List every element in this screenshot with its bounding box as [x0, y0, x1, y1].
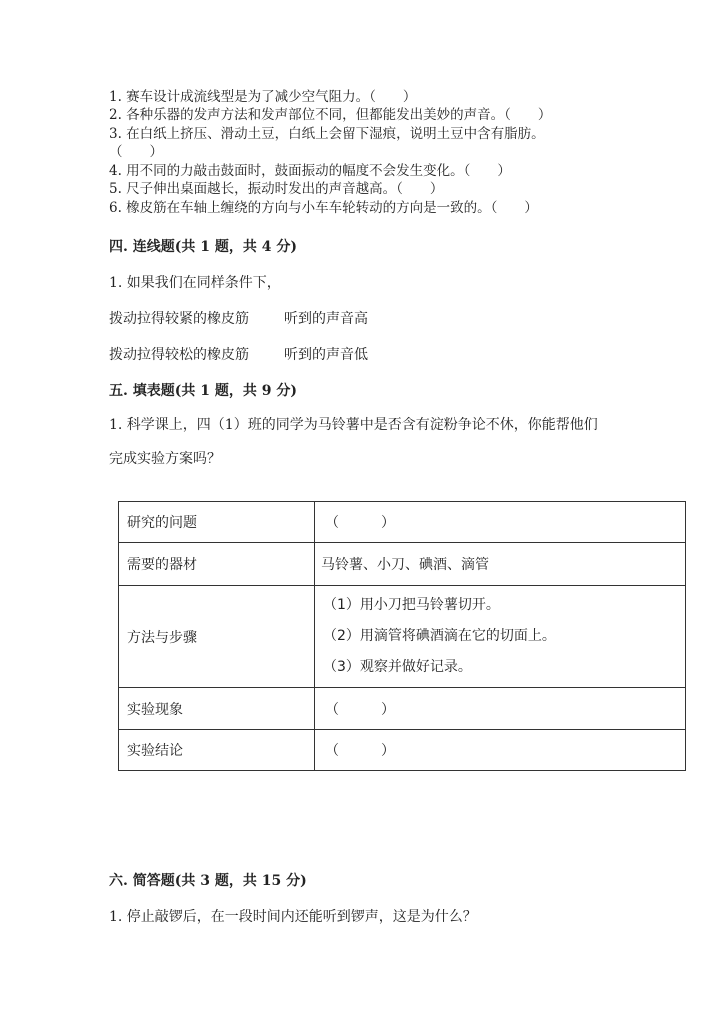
tf-item-6: 6. 橡皮筋在车轴上缠绕的方向与小车车轮转动的方向是一致的。（ ） — [109, 200, 538, 216]
tf-item-4: 4. 用不同的力敲击鼓面时，鼓面振动的幅度不会发生变化。（ ） — [109, 163, 511, 179]
table-cell-label: 实验结论 — [119, 730, 315, 771]
section-6-heading: 六. 简答题(共 3 题，共 15 分) — [109, 873, 307, 889]
table-row — [119, 502, 686, 543]
section-4-heading: 四. 连线题(共 1 题，共 4 分) — [109, 239, 297, 255]
table-cell-blank: （ ） — [315, 730, 686, 771]
table-cell-materials: 马铃薯、小刀、碘酒、滴管 — [315, 543, 686, 586]
section-5-question-line1: 1. 科学课上，四（1）班的同学为马铃薯中是否含有淀粉争论不休，你能帮他们 — [109, 417, 598, 433]
table-row — [119, 586, 686, 688]
table-cell-label: 实验现象 — [119, 688, 315, 730]
table-cell-blank: （ ） — [315, 502, 686, 543]
tf-item-2: 2. 各种乐器的发声方法和发声部位不同，但都能发出美妙的声音。（ ） — [109, 107, 552, 123]
section-5-heading: 五. 填表题(共 1 题，共 9 分) — [109, 383, 297, 399]
tf-item-3-blank: （ ） — [109, 144, 163, 160]
section-5-question-line2: 完成实验方案吗？ — [109, 451, 221, 467]
table-cell-label: 需要的器材 — [119, 543, 315, 586]
tf-item-5: 5. 尺子伸出桌面越长，振动时发出的声音越高。（ ） — [109, 181, 444, 197]
table-cell-label: 研究的问题 — [119, 502, 315, 543]
table-cell-steps — [315, 586, 686, 688]
experiment-table — [118, 501, 686, 771]
step-2: （2）用滴管将碘酒滴在它的切面上。 — [323, 628, 556, 644]
match-right-2: 听到的声音低 — [284, 347, 368, 363]
table-cell-label: 方法与步骤 — [119, 586, 315, 688]
match-left-2: 拨动拉得较松的橡皮筋 — [109, 347, 249, 363]
table-row — [119, 730, 686, 771]
match-right-1: 听到的声音高 — [284, 311, 368, 327]
step-1: （1）用小刀把马铃薯切开。 — [323, 597, 500, 613]
step-3: （3）观察并做好记录。 — [323, 659, 472, 675]
match-left-1: 拨动拉得较紧的橡皮筋 — [109, 311, 249, 327]
table-cell-blank: （ ） — [315, 688, 686, 730]
tf-item-3: 3. 在白纸上挤压、滑动土豆，白纸上会留下湿痕，说明土豆中含有脂肪。 — [109, 126, 545, 142]
table-row — [119, 688, 686, 730]
table-row — [119, 543, 686, 586]
tf-item-1: 1. 赛车设计成流线型是为了减少空气阻力。（ ） — [109, 89, 417, 105]
section-6-question: 1. 停止敲锣后，在一段时间内还能听到锣声，这是为什么？ — [109, 909, 477, 925]
section-4-question: 1. 如果我们在同样条件下， — [109, 275, 281, 291]
